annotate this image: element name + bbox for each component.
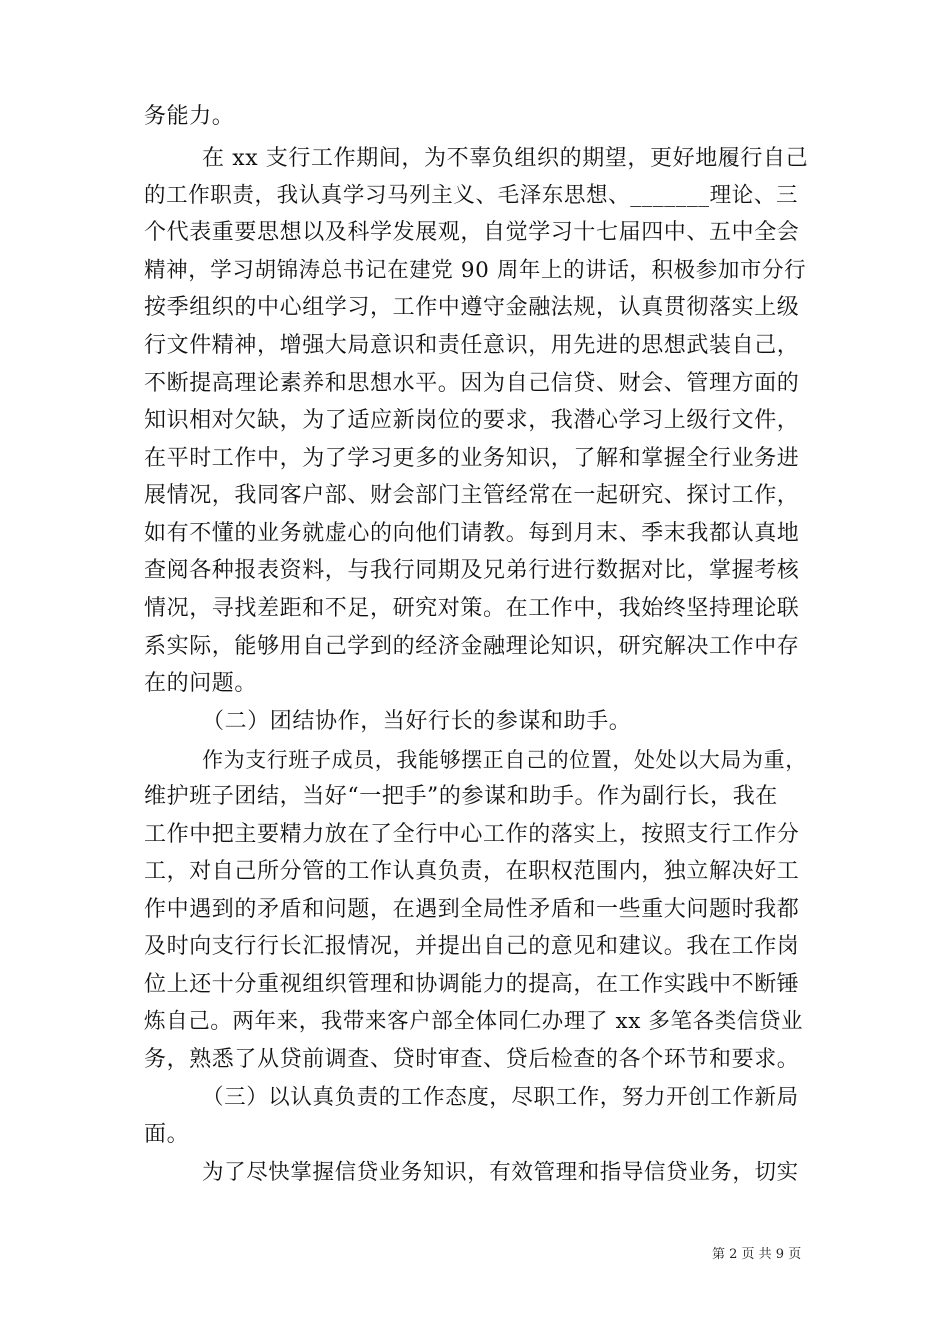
page-footer: 第 2 页 共 9 页 <box>712 1247 802 1262</box>
text-line: 工作中把主要精力放在了全行中心工作的落实上，按照支行工作分 <box>144 822 800 847</box>
text-line: 在 xx 支行工作期间，为不辜负组织的期望，更好地履行自己 <box>202 146 809 171</box>
text-line: 及时向支行行长汇报情况，并提出自己的意见和建议。我在工作岗 <box>144 934 800 959</box>
text-line: 面。 <box>144 1122 190 1147</box>
text-line: 展情况，我同客户部、财会部门主管经常在一起研究、探讨工作， <box>144 483 800 508</box>
text-line: 作为支行班子成员，我能够摆正自己的位置，处处以大局为重， <box>202 748 807 772</box>
text-line: 在的问题。 <box>144 671 258 696</box>
text-line: 知识相对欠缺，为了适应新岗位的要求，我潜心学习上级行文件， <box>144 408 800 433</box>
text-line: 精神，学习胡锦涛总书记在建党 90 周年上的讲话，积极参加市分行 <box>144 258 807 283</box>
text-line: （二）团结协作，当好行长的参谋和助手。 <box>202 709 632 734</box>
text-line: 作中遇到的矛盾和问题，在遇到全局性矛盾和一些重大问题时我都 <box>144 897 800 922</box>
text-line: 位上还十分重视组织管理和协调能力的提高，在工作实践中不断锤 <box>144 972 800 997</box>
text-line: 行文件精神，增强大局意识和责任意识，用先进的思想武装自己， <box>144 333 800 358</box>
text-line: 如有不懂的业务就虚心的向他们请教。每到月末、季末我都认真地 <box>144 521 800 546</box>
text-line: （三）以认真负责的工作态度，尽职工作，努力开创工作新局 <box>202 1085 799 1110</box>
text-line: 在平时工作中，为了学习更多的业务知识，了解和掌握全行业务进 <box>144 446 800 471</box>
text-line: 系实际，能够用自己学到的经济金融理论知识，研究解决工作中存 <box>144 634 800 659</box>
text-line: 务能力。 <box>144 104 235 129</box>
text-line: 为了尽快掌握信贷业务知识，有效管理和指导信贷业务，切实 <box>202 1160 799 1185</box>
text-line: 维护班子团结，当好“一把手”的参谋和助手。作为副行长，我在 <box>144 784 778 809</box>
text-line: 情况，寻找差距和不足，研究对策。在工作中，我始终坚持理论联 <box>144 596 800 621</box>
text-line: 不断提高理论素养和思想水平。因为自己信贷、财会、管理方面的 <box>144 371 800 396</box>
text-line: 炼自己。两年来，我带来客户部全体同仁办理了 xx 多笔各类信贷业 <box>144 1009 804 1034</box>
text-line: 务，熟悉了从贷前调查、贷时审查、贷后检查的各个环节和要求。 <box>144 1047 800 1072</box>
text-line: 个代表重要思想以及科学发展观，自觉学习十七届四中、五中全会 <box>144 220 800 245</box>
text-line: 工，对自己所分管的工作认真负责，在职权范围内，独立解决好工 <box>144 859 800 884</box>
text-line: 按季组织的中心组学习，工作中遵守金融法规，认真贯彻落实上级 <box>144 295 800 320</box>
text-line: 查阅各种报表资料，与我行同期及兄弟行进行数据对比，掌握考核 <box>144 558 800 583</box>
text-line: 的工作职责，我认真学习马列主义、毛泽东思想、_______理论、三 <box>144 183 799 208</box>
